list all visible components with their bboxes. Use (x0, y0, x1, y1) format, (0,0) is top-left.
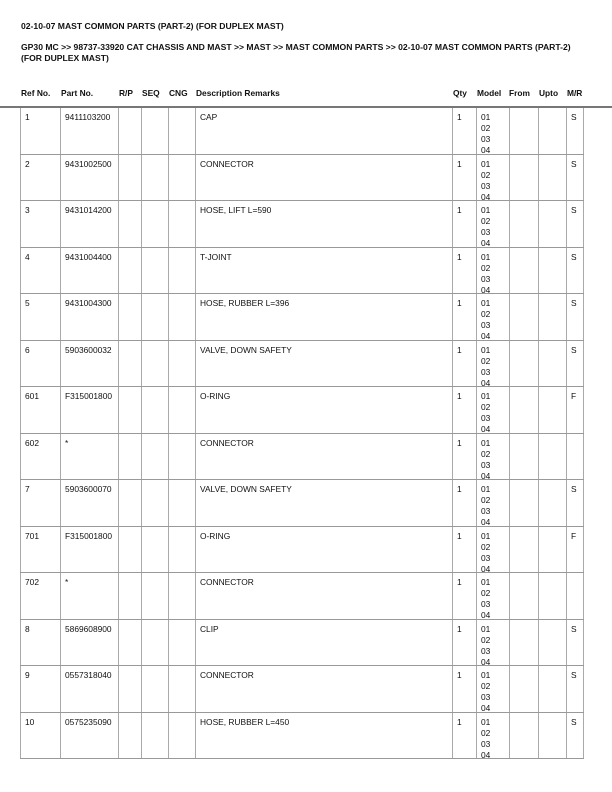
cell-qty: 1 (452, 573, 476, 619)
breadcrumb: GP30 MC >> 98737-33920 CAT CHASSIS AND MAST >> MAST >> MAST COMMON PARTS >> 02-10-07 MAST COMMON PARTS (PART-2) (FOR DUPLEX MAST) (21, 42, 571, 63)
cell-seq (141, 294, 168, 340)
model-code: 03 (481, 692, 491, 702)
table-row (20, 620, 584, 667)
cell-desc: VALVE, DOWN SAFETY (195, 480, 452, 526)
model-code: 02 (481, 169, 491, 180)
cell-rp (118, 294, 141, 340)
cell-seq (141, 713, 168, 759)
cell-seq (141, 666, 168, 712)
table-row (20, 341, 584, 388)
model-code: 03 (481, 134, 491, 144)
cell-qty: 1 (452, 713, 476, 759)
model-code: 01 (481, 344, 491, 355)
cell-model (476, 108, 509, 154)
cell-upto (538, 341, 566, 387)
model-code: 02 (481, 634, 491, 645)
cell-model (476, 434, 509, 480)
cell-seq (141, 155, 168, 201)
cell-rp (118, 248, 141, 294)
model-code: 03 (481, 366, 491, 377)
cell-model (476, 620, 509, 666)
cell-qty: 1 (452, 480, 476, 526)
model-code: 03 (481, 738, 491, 749)
model-code: 03 (481, 320, 491, 330)
cell-mr: S (566, 248, 584, 294)
model-code: 04 (481, 470, 491, 481)
cell-seq (141, 387, 168, 433)
cell-cng (168, 387, 195, 433)
cell-desc: CONNECTOR (195, 666, 452, 712)
cell-from (509, 620, 538, 666)
cell-seq (141, 527, 168, 573)
cell-from (509, 434, 538, 480)
cell-seq (141, 248, 168, 294)
cell-ref: 2 (20, 155, 60, 201)
cell-model (476, 666, 509, 712)
col-model: Model (477, 88, 502, 98)
cell-mr (566, 573, 584, 619)
model-code: 03 (481, 227, 491, 237)
model-code: 01 (481, 623, 491, 634)
table-row (20, 108, 584, 155)
model-code: 01 (481, 251, 491, 262)
model-code: 04 (481, 424, 491, 434)
cell-cng (168, 527, 195, 573)
cell-from (509, 341, 538, 387)
cell-from (509, 201, 538, 247)
cell-cng (168, 713, 195, 759)
cell-cng (168, 620, 195, 666)
col-from: From (509, 88, 530, 98)
cell-model (476, 294, 509, 340)
table-row (20, 248, 584, 295)
cell-qty: 1 (452, 201, 476, 247)
model-code: 04 (481, 703, 491, 713)
cell-mr: S (566, 666, 584, 712)
cell-upto (538, 713, 566, 759)
cell-mr: S (566, 713, 584, 759)
cell-part: F315001800 (60, 387, 118, 433)
table-row (20, 201, 584, 248)
cell-part: 5903600032 (60, 341, 118, 387)
cell-model (476, 155, 509, 201)
cell-model (476, 248, 509, 294)
cell-desc: CAP (195, 108, 452, 154)
cell-cng (168, 341, 195, 387)
model-code: 02 (481, 123, 491, 133)
cell-desc: CONNECTOR (195, 573, 452, 619)
cell-part: 9431004400 (60, 248, 118, 294)
cell-rp (118, 155, 141, 201)
cell-qty: 1 (452, 155, 476, 201)
col-part: Part No. (61, 88, 94, 98)
table-row (20, 666, 584, 713)
model-code: 04 (481, 656, 491, 667)
col-mr: M/R (567, 88, 583, 98)
cell-ref: 7 (20, 480, 60, 526)
cell-qty: 1 (452, 108, 476, 154)
cell-from (509, 713, 538, 759)
cell-mr: S (566, 480, 584, 526)
col-seq: SEQ (142, 88, 160, 98)
cell-qty: 1 (452, 387, 476, 433)
cell-cng (168, 294, 195, 340)
model-code: 02 (481, 681, 491, 691)
cell-part: * (60, 573, 118, 619)
cell-from (509, 387, 538, 433)
cell-rp (118, 480, 141, 526)
cell-part: F315001800 (60, 527, 118, 573)
cell-desc: T-JOINT (195, 248, 452, 294)
model-code: 03 (481, 459, 491, 470)
cell-from (509, 294, 538, 340)
cell-model (476, 480, 509, 526)
table-row (20, 434, 584, 481)
cell-rp (118, 713, 141, 759)
model-code: 03 (481, 645, 491, 656)
cell-rp (118, 434, 141, 480)
cell-model (476, 713, 509, 759)
model-code: 03 (481, 180, 491, 191)
cell-seq (141, 573, 168, 619)
cell-qty: 1 (452, 434, 476, 480)
cell-upto (538, 387, 566, 433)
cell-ref: 9 (20, 666, 60, 712)
cell-ref: 5 (20, 294, 60, 340)
model-code: 03 (481, 552, 491, 563)
cell-qty: 1 (452, 666, 476, 712)
cell-ref: 602 (20, 434, 60, 480)
cell-rp (118, 573, 141, 619)
model-code: 04 (481, 517, 491, 527)
model-code: 04 (481, 377, 491, 388)
cell-seq (141, 434, 168, 480)
model-code: 01 (481, 716, 491, 727)
cell-from (509, 527, 538, 573)
cell-mr: S (566, 155, 584, 201)
cell-desc: O-RING (195, 527, 452, 573)
cell-qty: 1 (452, 248, 476, 294)
col-rp: R/P (119, 88, 133, 98)
cell-ref: 701 (20, 527, 60, 573)
cell-from (509, 108, 538, 154)
cell-upto (538, 434, 566, 480)
cell-part: 0575235090 (60, 713, 118, 759)
cell-from (509, 666, 538, 712)
model-code: 02 (481, 402, 491, 412)
cell-part: 5869608900 (60, 620, 118, 666)
cell-mr: F (566, 527, 584, 573)
cell-rp (118, 108, 141, 154)
table-row (20, 527, 584, 574)
model-code: 03 (481, 413, 491, 423)
model-code: 03 (481, 273, 491, 284)
cell-from (509, 155, 538, 201)
model-code: 01 (481, 530, 491, 541)
cell-model (476, 201, 509, 247)
model-code: 03 (481, 599, 491, 609)
table-row (20, 387, 584, 434)
model-code: 04 (481, 610, 491, 620)
cell-qty: 1 (452, 620, 476, 666)
model-code: 02 (481, 355, 491, 366)
cell-mr (566, 434, 584, 480)
cell-seq (141, 480, 168, 526)
table-header (0, 86, 612, 108)
cell-desc: HOSE, RUBBER L=396 (195, 294, 452, 340)
cell-rp (118, 527, 141, 573)
cell-upto (538, 294, 566, 340)
cell-ref: 3 (20, 201, 60, 247)
cell-part: 9431014200 (60, 201, 118, 247)
col-upto: Upto (539, 88, 559, 98)
table-row (20, 480, 584, 527)
cell-qty: 1 (452, 341, 476, 387)
cell-part: 5903600070 (60, 480, 118, 526)
cell-seq (141, 201, 168, 247)
cell-qty: 1 (452, 527, 476, 573)
cell-part: 9411103200 (60, 108, 118, 154)
page-title: 02-10-07 MAST COMMON PARTS (PART-2) (FOR DUPLEX MAST) (21, 21, 284, 31)
cell-cng (168, 666, 195, 712)
col-qty: Qty (453, 88, 467, 98)
cell-cng (168, 480, 195, 526)
model-code: 04 (481, 284, 491, 295)
cell-model (476, 573, 509, 619)
cell-upto (538, 620, 566, 666)
model-code: 02 (481, 727, 491, 738)
cell-mr: S (566, 201, 584, 247)
cell-model (476, 387, 509, 433)
model-code: 04 (481, 563, 491, 574)
cell-ref: 8 (20, 620, 60, 666)
model-code: 01 (481, 205, 491, 215)
model-code: 04 (481, 749, 491, 760)
cell-mr: S (566, 108, 584, 154)
model-code: 01 (481, 670, 491, 680)
table-row (20, 294, 584, 341)
cell-upto (538, 527, 566, 573)
cell-rp (118, 620, 141, 666)
cell-upto (538, 480, 566, 526)
table-row (20, 573, 584, 620)
cell-from (509, 248, 538, 294)
cell-desc: VALVE, DOWN SAFETY (195, 341, 452, 387)
cell-desc: HOSE, RUBBER L=450 (195, 713, 452, 759)
cell-upto (538, 108, 566, 154)
cell-ref: 702 (20, 573, 60, 619)
parts-table (20, 108, 584, 765)
cell-desc: O-RING (195, 387, 452, 433)
cell-part: 9431002500 (60, 155, 118, 201)
cell-cng (168, 248, 195, 294)
cell-rp (118, 387, 141, 433)
cell-desc: CLIP (195, 620, 452, 666)
cell-ref: 601 (20, 387, 60, 433)
model-code: 01 (481, 391, 491, 401)
cell-upto (538, 666, 566, 712)
table-row (20, 155, 584, 202)
model-code: 01 (481, 298, 491, 308)
cell-upto (538, 248, 566, 294)
model-code: 01 (481, 158, 491, 169)
model-code: 02 (481, 495, 491, 505)
cell-part: 0557318040 (60, 666, 118, 712)
cell-upto (538, 201, 566, 247)
col-desc: Description Remarks (196, 88, 280, 98)
model-code: 02 (481, 216, 491, 226)
cell-desc: CONNECTOR (195, 155, 452, 201)
cell-desc: CONNECTOR (195, 434, 452, 480)
cell-cng (168, 201, 195, 247)
cell-seq (141, 341, 168, 387)
cell-cng (168, 155, 195, 201)
cell-rp (118, 666, 141, 712)
cell-mr: F (566, 387, 584, 433)
cell-part: 9431004300 (60, 294, 118, 340)
model-code: 04 (481, 191, 491, 202)
cell-from (509, 573, 538, 619)
table-row (20, 713, 584, 760)
cell-cng (168, 573, 195, 619)
model-code: 04 (481, 238, 491, 248)
cell-model (476, 527, 509, 573)
cell-ref: 10 (20, 713, 60, 759)
model-code: 03 (481, 506, 491, 516)
cell-cng (168, 434, 195, 480)
cell-ref: 1 (20, 108, 60, 154)
cell-rp (118, 201, 141, 247)
model-code: 02 (481, 309, 491, 319)
cell-rp (118, 341, 141, 387)
cell-qty: 1 (452, 294, 476, 340)
cell-seq (141, 620, 168, 666)
cell-desc: HOSE, LIFT L=590 (195, 201, 452, 247)
model-code: 01 (481, 484, 491, 494)
model-code: 02 (481, 541, 491, 552)
cell-model (476, 341, 509, 387)
cell-ref: 6 (20, 341, 60, 387)
model-code: 04 (481, 145, 491, 155)
cell-seq (141, 108, 168, 154)
cell-ref: 4 (20, 248, 60, 294)
model-code: 02 (481, 448, 491, 459)
cell-from (509, 480, 538, 526)
cell-cng (168, 108, 195, 154)
model-code: 02 (481, 588, 491, 598)
col-cng: CNG (169, 88, 188, 98)
model-code: 02 (481, 262, 491, 273)
cell-part: * (60, 434, 118, 480)
cell-upto (538, 155, 566, 201)
cell-upto (538, 573, 566, 619)
cell-mr: S (566, 341, 584, 387)
model-code: 01 (481, 112, 491, 122)
cell-mr: S (566, 294, 584, 340)
model-code: 04 (481, 331, 491, 341)
cell-mr: S (566, 620, 584, 666)
model-code: 01 (481, 577, 491, 587)
model-code: 01 (481, 437, 491, 448)
col-ref: Ref No. (21, 88, 51, 98)
